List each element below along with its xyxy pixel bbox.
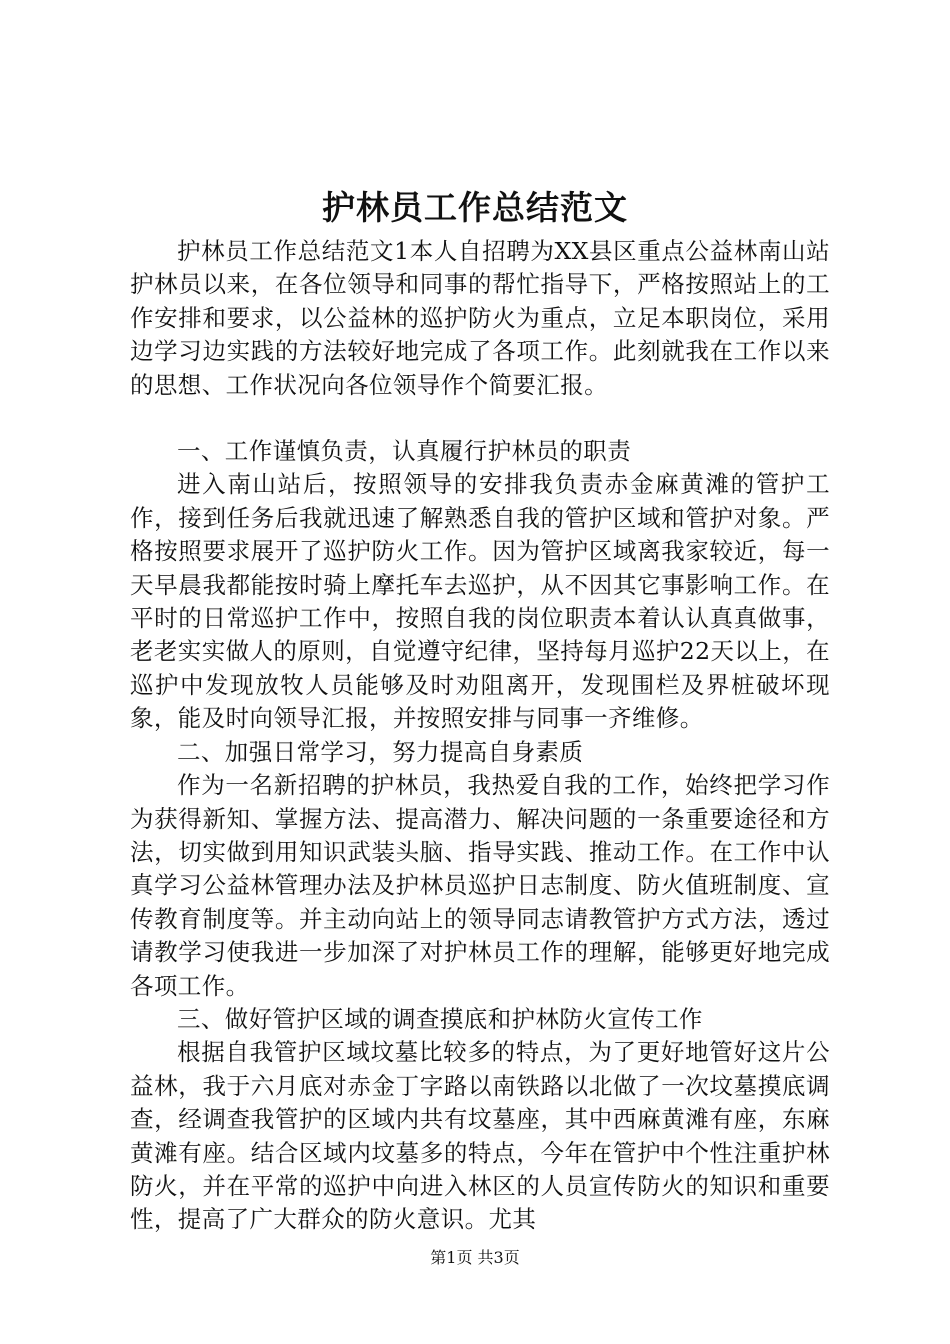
page-footer: 第1页 共3页	[430, 1248, 520, 1267]
intro-paragraph: 护林员工作总结范文1本人自招聘为XX县区重点公益林南山站护林员以来，在各位领导和同事的帮忙指导下，严格按照站上的工作安排和要求，以公益林的巡护防火为重点，立足本职岗位，采用边学习边实践的方法较好地完成了各项工作。此刻就我在工作以来的思想、工作状况向各位领导作个简要汇报。	[130, 237, 830, 399]
document-body	[130, 235, 830, 1237]
section-paragraph-2: 作为一名新招聘的护林员，我热爱自我的工作，始终把学习作为获得新知、掌握方法、提高潜力、解决问题的一条重要途径和方法，切实做到用知识武装头脑、指导实践、推动工作。在工作中认真学习公益林管理办法及护林员巡护日志制度、防火值班制度、宣传教育制度等。并主动向站上的领导同志请教管护方式方法，透过请教学习使我进一步加深了对护林员工作的理解，能够更好地完成各项工作。	[130, 771, 830, 1000]
section-heading-1: 一、工作谨慎负责，认真履行护林员的职责	[177, 437, 632, 466]
section-paragraph-1: 进入南山站后，按照领导的安排我负责赤金麻黄滩的管护工作，接到任务后我就迅速了解熟悉自我的管护区域和管护对象。严格按照要求展开了巡护防火工作。因为管护区域离我家较近，每一天早晨我都能按时骑上摩托车去巡护，从不因其它事影响工作。在平时的日常巡护工作中，按照自我的岗位职责本着认认真真做事，老老实实做人的原则，自觉遵守纪律，坚持每月巡护22天以上，在巡护中发现放牧人员能够及时劝阻离开，发现围栏及界桩破坏现象，能及时向领导汇报，并按照安排与同事一齐维修。	[130, 470, 830, 733]
section-heading-3: 三、做好管护区域的调查摸底和护林防火宣传工作	[177, 1004, 703, 1033]
section-heading-2: 二、加强日常学习，努力提高自身素质	[177, 737, 584, 766]
document-title: 护林员工作总结范文	[322, 188, 628, 227]
section-paragraph-3: 根据自我管护区域坟墓比较多的特点，为了更好地管好这片公益林，我于六月底对赤金丁字路以南铁路以北做了一次坟墓摸底调查，经调查我管护的区域内共有坟墓座，其中西麻黄滩有座，东麻黄滩有座。结合区域内坟墓多的特点，今年在管护中个性注重护林防火，并在平常的巡护中向进入林区的人员宣传防火的知识和重要性，提高了广大群众的防火意识。尤其	[130, 1038, 830, 1234]
